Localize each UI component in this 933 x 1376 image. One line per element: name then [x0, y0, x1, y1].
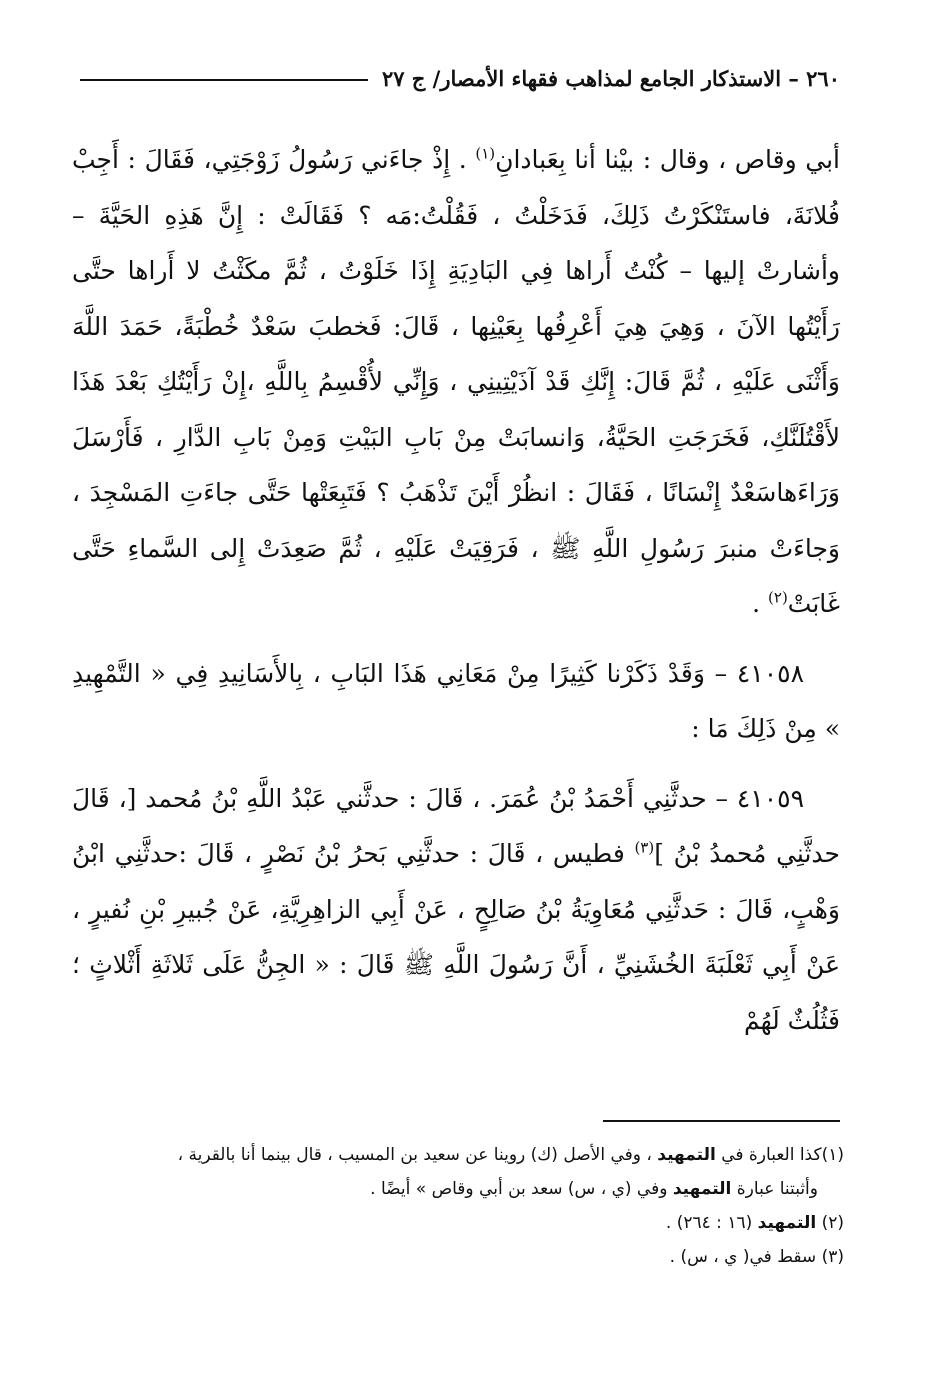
para1-middle: . إِذْ جاءَني رَسُولُ زَوْجَتِي، فَقَالَ : أَجِبْ فُلانَةَ، فاستَنْكَرْتُ ذَلِكَ، فَدَخَلْتُ ، فَقُلْتُ:مَه ؟ فَقَالَتْ : إِنَّ هَذِهِ الحَيَّةَ – وأشارتْ إليها – كُنْتُ أَراها فِي البَادِيَةِ إِذَا خَلَوْتُ ، ثُمَّ مكَثْتُ لا أَراها حتَّى رَأَيْتُها الآنَ ، وَهِيَ هِيَ أَعْرِفُها بِعَيْنِها ، قَالَ: فَخطبَ سَعْدٌ خُطْبَةً، حَمَدَ اللَّهَ وَأَثْنَى عَلَيْهِ ، ثُمَّ قَالَ: إِنَّكِ قَدْ آذَيْتِينِي ، وَإِنِّي لأُقْسِمُ بِاللَّهِ ،إِنْ رَأَيْتُكِ بَعْدَ هَذَا لأَقْتُلَنَّكِ، فَخَرَجَتِ الحَيَّةُ، وَانسابَتْ مِنْ بَابِ البَيْتِ وَمِنْ بَابِ الدَّارِ ، فَأَرْسَلَ وَرَاءَهاسَعْدٌ إِنْسَانًا ، فَقَالَ : انظُرْ أَيْنَ تَذْهَبُ ؟ فَتَبِعَتْها حَتَّى جاءَتِ المَسْجِدَ ، وَجاءَتْ منبرَ رَسُولِ اللَّهِ ﷺ ، فَرَقِيَتْ عَلَيْهِ ، ثُمَّ صَعِدَتْ إِلى السَّماءِ حَتَّى غَابَتْ — [72, 145, 840, 618]
running-head-text: ٢٦٠ – الاستذكار الجامع لمذاهب فقهاء الأمصار/ ج ٢٧ — [381, 65, 840, 91]
footnote-1-source: التمهيد — [657, 1145, 716, 1165]
footnote-1b-source: التمهيد — [672, 1179, 732, 1199]
footnote-marker-2: (٢) — [768, 588, 788, 607]
footnote-1b-text: وفي (ي ، س) سعد بن أبي وقاص » أيضًا . — [370, 1179, 673, 1199]
para1-end: . — [752, 589, 769, 618]
para1-start: أبي وقاص ، وقال : بيْنا أنا بِعَبادانِ — [495, 145, 840, 174]
footnote-1-prefix: (١)كذا العبارة في — [715, 1145, 844, 1165]
paragraph-narration — [72, 132, 840, 632]
paragraph-41058: ٤١٠٥٨ – وَقَدْ ذَكَرْنا كَثِيرًا مِنْ مَعَانِي هَذَا البَابِ ، بِالأَسَانِيدِ فِي « التَّمْهِيدِ » مِنْ ذَلِكَ مَا : — [72, 658, 840, 743]
footnote-marker-3: (٣) — [634, 838, 655, 857]
footnote-1-continued — [72, 1172, 844, 1206]
paragraph-41059 — [72, 771, 840, 1049]
footnote-3: (٣) سقط في( ي ، س) . — [669, 1247, 844, 1267]
footnote-2-number: (٢) — [816, 1213, 844, 1233]
footnote-2-text: (١٦ : ٢٦٤) . — [665, 1213, 758, 1233]
para3-rest: فطيس ، قَالَ : حدثَّنِي بَحرُ بْنُ نَصْرٍ ، قَالَ :حدثَّنِي ابْنُ وَهْبٍ، قَالَ : حَدثَّنِي مُعَاوِيَةُ بْنُ صَالِحٍ ، عَنْ أَبِي الزاهِرِيَّةِ، عَنْ جُبيرِ بْنِ نُفيرٍ ، عَنْ أَبِي ثَعْلَبَةَ الخُشَنِيِّ ، أَنَّ رَسُولَ اللَّهِ ﷺ قَالَ : « الجِنُّ عَلَى ثَلاثَةِ أَثْلاثٍ ؛ فَثُلُثٌ لَهُمْ — [72, 839, 840, 1035]
footnote-1 — [72, 1138, 844, 1172]
header-rule — [80, 79, 368, 81]
para3-start: ٤١٠٥٩ – حدثَّنِي أَحْمَدُ بْنُ عُمَرَ. ، قَالَ : حدثَّني عَبْدُ اللَّهِ بْنُ مُحمد [، قَالَ حدثَّنِي مُحمدُ بْنُ ] — [72, 783, 840, 868]
footnote-1-text: ، وفي الأصل (ك) روينا عن سعيد بن المسيب ، قال بينما أنا بالقرية ، — [177, 1145, 658, 1165]
footnotes — [72, 1138, 844, 1274]
footnote-separator — [603, 1120, 840, 1122]
footnote-marker-1: (١) — [475, 144, 496, 163]
running-header — [80, 58, 840, 98]
main-text — [72, 132, 840, 1048]
footnote-2 — [72, 1206, 844, 1240]
footnote-2-source: التمهيد — [757, 1213, 817, 1233]
footnote-1b-prefix: وأثبتنا عبارة — [731, 1179, 818, 1199]
